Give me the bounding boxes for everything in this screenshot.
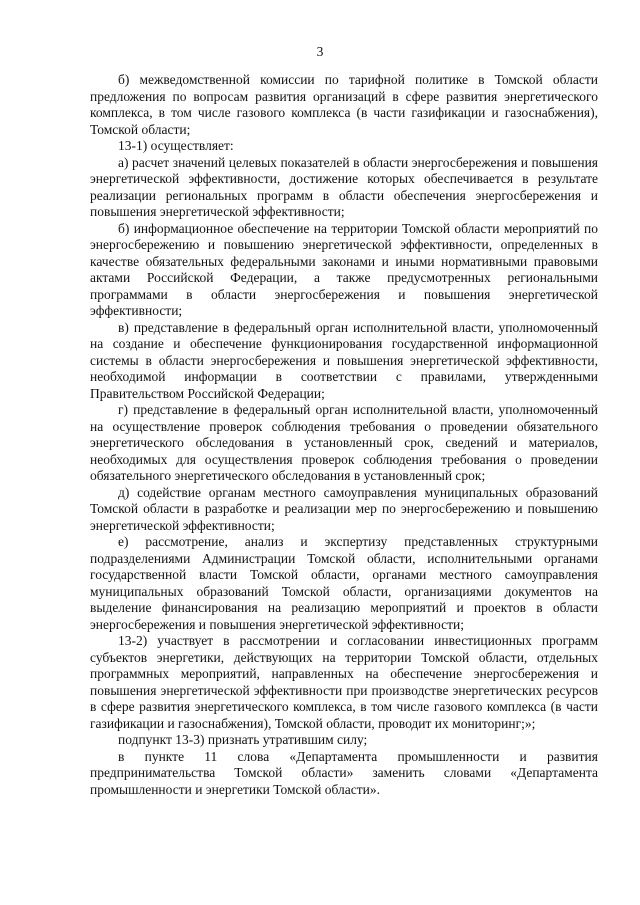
paragraph-13-1-heading: 13-1) осуществляет: bbox=[118, 138, 234, 153]
paragraph-13-3-repeal: подпункт 13-3) признать утратившим силу; bbox=[118, 732, 368, 747]
paragraph-b-information: б) информационное обеспечение на территории Томской области мероприятий по энергосбережению и повышению энергетической эффективности, определенных в качестве обязательных федеральными законами и иными нормативными правовыми актами Российской Федерации, а также предусмотренных региональными программами в области энергосбережения и повышения энергетической эффективности; bbox=[90, 220, 598, 318]
paragraph-e-review: е) рассмотрение, анализ и экспертизу представленных структурными подразделениями Администрации Томской области, исполнительными органами государственной власти Томской области, органами местного самоуправления муниципальных образований Томской области, организациями документов на выделение финансирования на реализацию мероприятий и проектов в области энергосбережения и повышения энергетической эффективности; bbox=[90, 534, 598, 632]
paragraph-13-2-investment: 13-2) участвует в рассмотрении и согласовании инвестиционных программ субъектов энергетики, действующих на территории Томской области, отдельных программных мероприятий, направленных на обеспечение энергосбережения и повышения энергетической эффективности при производстве энергетических ресурсов в сфере развития энергетического комплекса, в том числе газового комплекса (в части газификации и газоснабжения), Томской области, проводит их мониторинг;»; bbox=[90, 633, 598, 731]
paragraph-g-inspections: г) представление в федеральный орган исполнительной власти, уполномоченный на осуществление проверок соблюдения требования о проведении обязательного энергетического обследования в установленный срок, сведений и материалов, необходимых для осуществления проверок соблюдения требования о проведении обязательного энергетического обследования в установленный срок; bbox=[90, 402, 598, 483]
paragraph-a-targets: а) расчет значений целевых показателей в области энергосбережения и повышения энергетической эффективности, достижение которых обеспечивается в результате реализации региональных программ в области обеспечения энергосбережения и повышения энергетической эффективности; bbox=[90, 154, 598, 219]
paragraph-v-federal-info: в) представление в федеральный орган исполнительной власти, уполномоченный на создание и обеспечение функционирования государственной информационной системы в области энергосбережения и повышения энергетической эффективности, необходимой информации в соответствии с правилами, утвержденными Правительством Российской Федерации; bbox=[90, 319, 598, 401]
document-body bbox=[90, 72, 598, 798]
paragraph-11-replace: в пункте 11 слова «Департамента промышленности и развития предпринимательства Томской области» заменить словами «Департамента промышленности и энергетики Томской области». bbox=[90, 748, 598, 797]
paragraph-d-municipal: д) содействие органам местного самоуправления муниципальных образований Томской области в разработке и реализации мер по энергосбережению и повышению энергетической эффективности; bbox=[90, 484, 598, 533]
paragraph-b-commission: б) межведомственной комиссии по тарифной политике в Томской области предложения по вопросам развития организаций в сфере развития энергетического комплекса, в том числе газового комплекса (в части газификации и газоснабжения), Томской области; bbox=[90, 72, 598, 137]
page-number: 3 bbox=[316, 44, 324, 59]
